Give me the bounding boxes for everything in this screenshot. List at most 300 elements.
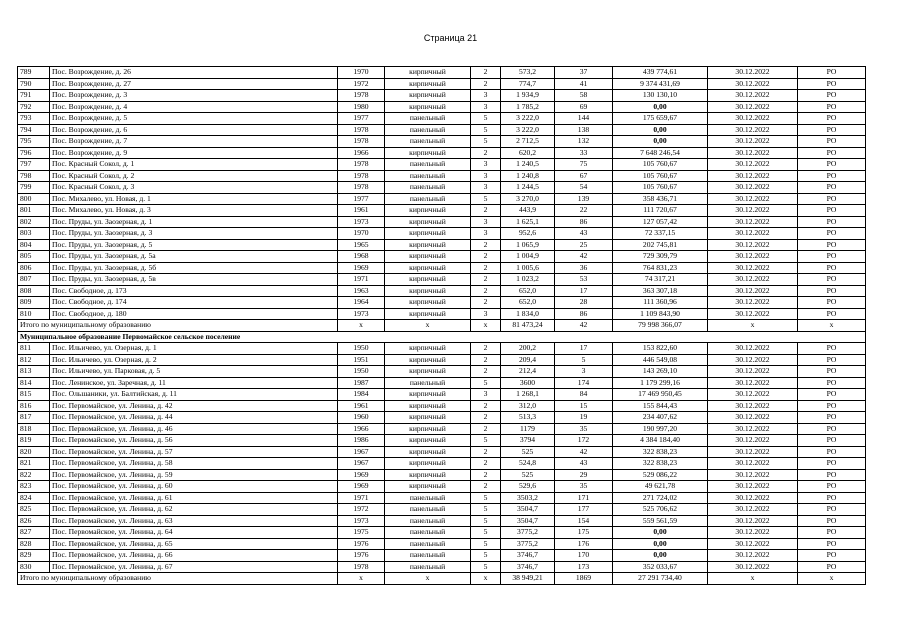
row-number: 822: [18, 469, 50, 481]
row-year: 1978: [338, 124, 385, 136]
row-address: Пос. Пруды, ул. Заозерная, д. 1: [50, 216, 338, 228]
row-sum: 4 384 184,40: [613, 435, 708, 447]
row-year: 1980: [338, 101, 385, 113]
row-year: 1965: [338, 239, 385, 251]
table-row: [18, 446, 866, 458]
row-area: 3794: [501, 435, 555, 447]
table-row: [18, 343, 866, 355]
row-address: Пос. Возрождение, д. 4: [50, 101, 338, 113]
row-wall-material: кирпичный: [385, 446, 471, 458]
table-row: [18, 124, 866, 136]
row-date: 30.12.2022: [708, 90, 798, 102]
row-area: 3 222,0: [501, 124, 555, 136]
row-floors: 3: [471, 228, 501, 240]
row-sum: 352 033,67: [613, 561, 708, 573]
row-source: РО: [798, 354, 866, 366]
row-source: РО: [798, 515, 866, 527]
row-sum: 271 724,02: [613, 492, 708, 504]
table-row: [18, 377, 866, 389]
row-wall-material: кирпичный: [385, 251, 471, 263]
row-area: 3600: [501, 377, 555, 389]
row-count: 174: [555, 377, 613, 389]
table-row: [18, 205, 866, 217]
row-count: 25: [555, 239, 613, 251]
row-floors: 5: [471, 136, 501, 148]
row-number: 818: [18, 423, 50, 435]
row-floors: 2: [471, 67, 501, 79]
row-number: 828: [18, 538, 50, 550]
row-address: Пос. Свободное, д. 173: [50, 285, 338, 297]
row-wall-material: панельный: [385, 538, 471, 550]
total-label: Итого по муниципальному образованию: [18, 573, 338, 585]
row-address: Пос. Ильичево, ул. Парковая, д. 5: [50, 366, 338, 378]
row-address: Пос. Возрождение, д. 6: [50, 124, 338, 136]
row-year: 1976: [338, 550, 385, 562]
row-count: 154: [555, 515, 613, 527]
row-count: 67: [555, 170, 613, 182]
row-number: 798: [18, 170, 50, 182]
row-sum: 446 549,08: [613, 354, 708, 366]
row-floors: 2: [471, 297, 501, 309]
row-address: Пос. Первомайское, ул. Ленина, д. 46: [50, 423, 338, 435]
row-address: Пос. Первомайское, ул. Ленина, д. 66: [50, 550, 338, 562]
row-number: 829: [18, 550, 50, 562]
row-year: 1968: [338, 251, 385, 263]
row-source: РО: [798, 492, 866, 504]
row-date: 30.12.2022: [708, 274, 798, 286]
row-area: 620,2: [501, 147, 555, 159]
row-count: 86: [555, 308, 613, 320]
row-wall-material: кирпичный: [385, 101, 471, 113]
row-floors: 5: [471, 435, 501, 447]
row-wall-material: кирпичный: [385, 343, 471, 355]
row-floors: 2: [471, 343, 501, 355]
total-sum: 27 291 734,40: [613, 573, 708, 585]
row-floors: 5: [471, 113, 501, 125]
row-date: 30.12.2022: [708, 136, 798, 148]
row-floors: 5: [471, 492, 501, 504]
row-year: 1975: [338, 527, 385, 539]
row-count: 29: [555, 469, 613, 481]
row-wall-material: кирпичный: [385, 228, 471, 240]
table-row: [18, 469, 866, 481]
row-area: 3 222,0: [501, 113, 555, 125]
table-row: [18, 147, 866, 159]
row-floors: 2: [471, 446, 501, 458]
table-row: [18, 182, 866, 194]
row-date: 30.12.2022: [708, 412, 798, 424]
row-floors: 2: [471, 285, 501, 297]
row-area: 525: [501, 446, 555, 458]
page-title: Страница 21: [423, 33, 478, 43]
row-number: 797: [18, 159, 50, 171]
row-area: 529,6: [501, 481, 555, 493]
row-number: 830: [18, 561, 50, 573]
row-date: 30.12.2022: [708, 113, 798, 125]
row-wall-material: кирпичный: [385, 308, 471, 320]
row-year: 1963: [338, 285, 385, 297]
row-count: 35: [555, 423, 613, 435]
row-sum: 0,00: [613, 527, 708, 539]
row-year: 1972: [338, 504, 385, 516]
row-number: 811: [18, 343, 50, 355]
row-area: 1179: [501, 423, 555, 435]
row-area: 1 625,1: [501, 216, 555, 228]
row-sum: 0,00: [613, 101, 708, 113]
row-year: 1977: [338, 193, 385, 205]
table-row: [18, 308, 866, 320]
row-address: Пос. Пруды, ул. Заозерная, д. 3: [50, 228, 338, 240]
row-floors: 2: [471, 481, 501, 493]
row-year: 1973: [338, 308, 385, 320]
row-date: 30.12.2022: [708, 458, 798, 470]
total-count: 1869: [555, 573, 613, 585]
row-source: РО: [798, 124, 866, 136]
row-source: РО: [798, 504, 866, 516]
row-address: Пос. Первомайское, ул. Ленина, д. 57: [50, 446, 338, 458]
row-count: 138: [555, 124, 613, 136]
row-area: 3503,2: [501, 492, 555, 504]
row-floors: 3: [471, 308, 501, 320]
row-area: 1 785,2: [501, 101, 555, 113]
table-row: [18, 458, 866, 470]
row-sum: 729 309,79: [613, 251, 708, 263]
row-count: 37: [555, 67, 613, 79]
row-number: 808: [18, 285, 50, 297]
row-sum: 105 760,67: [613, 170, 708, 182]
row-number: 806: [18, 262, 50, 274]
row-source: РО: [798, 550, 866, 562]
row-address: Пос. Первомайское, ул. Ленина, д. 42: [50, 400, 338, 412]
row-year: 1971: [338, 492, 385, 504]
row-wall-material: кирпичный: [385, 354, 471, 366]
row-sum: 7 648 246,54: [613, 147, 708, 159]
row-area: 1 934,9: [501, 90, 555, 102]
total-source: x: [798, 320, 866, 332]
row-wall-material: кирпичный: [385, 412, 471, 424]
row-source: РО: [798, 527, 866, 539]
row-wall-material: кирпичный: [385, 389, 471, 401]
row-area: 212,4: [501, 366, 555, 378]
row-wall-material: кирпичный: [385, 78, 471, 90]
row-number: 805: [18, 251, 50, 263]
row-area: 312,0: [501, 400, 555, 412]
row-count: 139: [555, 193, 613, 205]
row-floors: 3: [471, 159, 501, 171]
row-date: 30.12.2022: [708, 561, 798, 573]
total-source: x: [798, 573, 866, 585]
table-row: [18, 561, 866, 573]
row-wall-material: панельный: [385, 193, 471, 205]
table-row: [18, 285, 866, 297]
row-number: 799: [18, 182, 50, 194]
row-source: РО: [798, 366, 866, 378]
total-row: [18, 573, 866, 585]
table-row: [18, 515, 866, 527]
row-area: 952,6: [501, 228, 555, 240]
table-row: [18, 366, 866, 378]
row-year: 1970: [338, 67, 385, 79]
row-source: РО: [798, 90, 866, 102]
row-number: 789: [18, 67, 50, 79]
row-wall-material: кирпичный: [385, 297, 471, 309]
row-source: РО: [798, 308, 866, 320]
row-floors: 2: [471, 78, 501, 90]
table-row: [18, 297, 866, 309]
row-sum: 322 838,23: [613, 446, 708, 458]
row-count: 36: [555, 262, 613, 274]
row-source: РО: [798, 285, 866, 297]
row-area: 1 004,9: [501, 251, 555, 263]
row-number: 819: [18, 435, 50, 447]
row-floors: 5: [471, 527, 501, 539]
row-sum: 155 844,43: [613, 400, 708, 412]
row-floors: 2: [471, 147, 501, 159]
row-year: 1978: [338, 136, 385, 148]
row-wall-material: кирпичный: [385, 469, 471, 481]
row-area: 774,7: [501, 78, 555, 90]
row-sum: 127 057,42: [613, 216, 708, 228]
row-wall-material: кирпичный: [385, 366, 471, 378]
row-address: Пос. Пруды, ул. Заозерная, д. 5в: [50, 274, 338, 286]
row-address: Пос. Михалево, ул. Новая, д. 1: [50, 193, 338, 205]
row-number: 794: [18, 124, 50, 136]
row-source: РО: [798, 239, 866, 251]
row-count: 132: [555, 136, 613, 148]
row-floors: 3: [471, 389, 501, 401]
row-wall-material: кирпичный: [385, 67, 471, 79]
row-date: 30.12.2022: [708, 262, 798, 274]
row-date: 30.12.2022: [708, 527, 798, 539]
row-date: 30.12.2022: [708, 446, 798, 458]
row-date: 30.12.2022: [708, 354, 798, 366]
table-row: [18, 159, 866, 171]
row-date: 30.12.2022: [708, 182, 798, 194]
row-sum: 529 086,22: [613, 469, 708, 481]
row-source: РО: [798, 389, 866, 401]
row-number: 817: [18, 412, 50, 424]
row-sum: 72 337,15: [613, 228, 708, 240]
row-year: 1951: [338, 354, 385, 366]
row-date: 30.12.2022: [708, 67, 798, 79]
row-date: 30.12.2022: [708, 469, 798, 481]
row-sum: 111 720,67: [613, 205, 708, 217]
table-row: [18, 481, 866, 493]
row-floors: 3: [471, 216, 501, 228]
row-area: 3504,7: [501, 515, 555, 527]
table-row: [18, 216, 866, 228]
row-source: РО: [798, 147, 866, 159]
row-source: РО: [798, 170, 866, 182]
row-date: 30.12.2022: [708, 377, 798, 389]
row-floors: 2: [471, 239, 501, 251]
row-year: 1967: [338, 446, 385, 458]
row-date: 30.12.2022: [708, 124, 798, 136]
table-row: [18, 400, 866, 412]
total-count: 42: [555, 320, 613, 332]
row-number: 801: [18, 205, 50, 217]
row-count: 19: [555, 412, 613, 424]
row-date: 30.12.2022: [708, 423, 798, 435]
row-count: 42: [555, 251, 613, 263]
table-row: [18, 354, 866, 366]
row-floors: 2: [471, 205, 501, 217]
row-count: 43: [555, 228, 613, 240]
row-count: 15: [555, 400, 613, 412]
row-number: 815: [18, 389, 50, 401]
total-wall: x: [385, 320, 471, 332]
row-count: 43: [555, 458, 613, 470]
row-year: 1961: [338, 205, 385, 217]
row-floors: 3: [471, 170, 501, 182]
row-address: Пос. Пруды, ул. Заозерная, д. 5а: [50, 251, 338, 263]
row-year: 1970: [338, 228, 385, 240]
table-row: [18, 389, 866, 401]
table-row: [18, 136, 866, 148]
row-sum: 202 745,81: [613, 239, 708, 251]
row-date: 30.12.2022: [708, 285, 798, 297]
row-sum: 0,00: [613, 136, 708, 148]
row-floors: 2: [471, 354, 501, 366]
row-sum: 363 307,18: [613, 285, 708, 297]
row-area: 3 270,0: [501, 193, 555, 205]
row-address: Пос. Красный Сокол, д. 1: [50, 159, 338, 171]
row-sum: 9 374 431,69: [613, 78, 708, 90]
row-count: 177: [555, 504, 613, 516]
row-number: 826: [18, 515, 50, 527]
row-date: 30.12.2022: [708, 297, 798, 309]
row-wall-material: кирпичный: [385, 481, 471, 493]
row-address: Пос. Свободное, д. 180: [50, 308, 338, 320]
row-sum: 190 997,20: [613, 423, 708, 435]
row-sum: 234 407,62: [613, 412, 708, 424]
row-source: РО: [798, 561, 866, 573]
row-floors: 2: [471, 400, 501, 412]
row-source: РО: [798, 67, 866, 79]
row-year: 1972: [338, 78, 385, 90]
row-count: 22: [555, 205, 613, 217]
row-number: 821: [18, 458, 50, 470]
row-sum: 49 621,78: [613, 481, 708, 493]
table-row: [18, 274, 866, 286]
row-floors: 3: [471, 101, 501, 113]
row-floors: 5: [471, 504, 501, 516]
row-date: 30.12.2022: [708, 159, 798, 171]
row-number: 803: [18, 228, 50, 240]
row-number: 790: [18, 78, 50, 90]
row-floors: 5: [471, 515, 501, 527]
row-number: 814: [18, 377, 50, 389]
row-address: Пос. Первомайское, ул. Ленина, д. 65: [50, 538, 338, 550]
row-area: 1 268,1: [501, 389, 555, 401]
row-number: 793: [18, 113, 50, 125]
row-wall-material: панельный: [385, 377, 471, 389]
row-area: 3775,2: [501, 527, 555, 539]
row-source: РО: [798, 538, 866, 550]
row-address: Пос. Ильичево, ул. Озерная, д. 1: [50, 343, 338, 355]
table-row: [18, 492, 866, 504]
table-body: [18, 67, 866, 585]
row-sum: 0,00: [613, 124, 708, 136]
table-row: [18, 193, 866, 205]
row-area: 200,2: [501, 343, 555, 355]
row-floors: 2: [471, 458, 501, 470]
row-date: 30.12.2022: [708, 366, 798, 378]
total-date: x: [708, 320, 798, 332]
table-row: [18, 90, 866, 102]
row-source: РО: [798, 228, 866, 240]
row-count: 172: [555, 435, 613, 447]
row-area: 1 834,0: [501, 308, 555, 320]
row-count: 35: [555, 481, 613, 493]
row-source: РО: [798, 216, 866, 228]
row-area: 209,4: [501, 354, 555, 366]
row-address: Пос. Красный Сокол, д. 3: [50, 182, 338, 194]
row-number: 804: [18, 239, 50, 251]
table-row: [18, 527, 866, 539]
row-sum: 358 436,71: [613, 193, 708, 205]
row-source: РО: [798, 262, 866, 274]
row-address: Пос. Возрождение, д. 9: [50, 147, 338, 159]
row-date: 30.12.2022: [708, 205, 798, 217]
row-floors: 5: [471, 377, 501, 389]
row-wall-material: кирпичный: [385, 400, 471, 412]
row-date: 30.12.2022: [708, 400, 798, 412]
row-address: Пос. Первомайское, ул. Ленина, д. 44: [50, 412, 338, 424]
row-number: 827: [18, 527, 50, 539]
row-wall-material: кирпичный: [385, 205, 471, 217]
row-year: 1978: [338, 182, 385, 194]
row-source: РО: [798, 458, 866, 470]
row-floors: 2: [471, 274, 501, 286]
row-date: 30.12.2022: [708, 481, 798, 493]
row-address: Пос. Возрождение, д. 3: [50, 90, 338, 102]
section-title: Муниципальное образование Первомайское сельское поселение: [18, 331, 866, 343]
table-row: [18, 113, 866, 125]
row-floors: 3: [471, 182, 501, 194]
row-floors: 2: [471, 469, 501, 481]
table-row: [18, 78, 866, 90]
row-address: Пос. Михалево, ул. Новая, д. 3: [50, 205, 338, 217]
row-wall-material: кирпичный: [385, 423, 471, 435]
row-sum: 1 179 299,16: [613, 377, 708, 389]
row-year: 1973: [338, 515, 385, 527]
row-number: 800: [18, 193, 50, 205]
row-count: 173: [555, 561, 613, 573]
row-year: 1969: [338, 481, 385, 493]
row-address: Пос. Первомайское, ул. Ленина, д. 60: [50, 481, 338, 493]
row-date: 30.12.2022: [708, 193, 798, 205]
table-row: [18, 504, 866, 516]
row-count: 69: [555, 101, 613, 113]
row-wall-material: панельный: [385, 136, 471, 148]
row-source: РО: [798, 101, 866, 113]
table-row: [18, 228, 866, 240]
row-date: 30.12.2022: [708, 308, 798, 320]
row-date: 30.12.2022: [708, 435, 798, 447]
row-sum: 111 360,96: [613, 297, 708, 309]
row-wall-material: панельный: [385, 550, 471, 562]
row-number: 807: [18, 274, 50, 286]
row-floors: 2: [471, 412, 501, 424]
row-year: 1978: [338, 561, 385, 573]
row-number: 812: [18, 354, 50, 366]
row-date: 30.12.2022: [708, 239, 798, 251]
row-address: Пос. Возрождение, д. 26: [50, 67, 338, 79]
row-date: 30.12.2022: [708, 78, 798, 90]
table-row: [18, 538, 866, 550]
row-year: 1978: [338, 170, 385, 182]
